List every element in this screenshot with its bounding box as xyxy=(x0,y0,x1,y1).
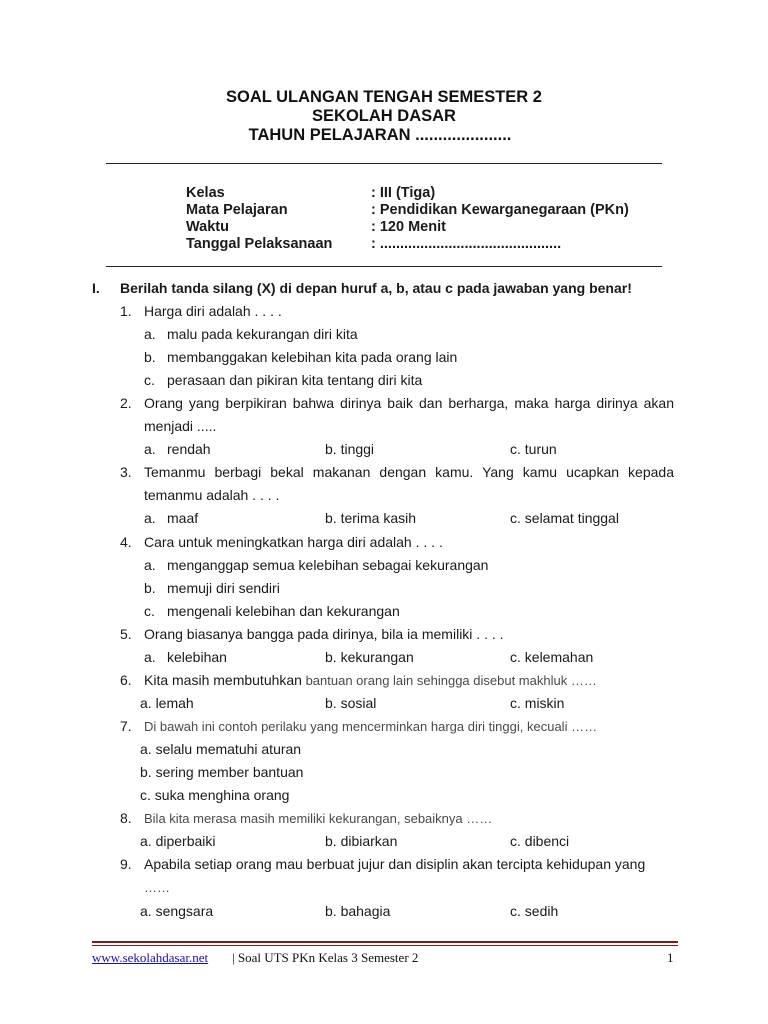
question-text: Di bawah ini contoh perilaku yang mencerminkan harga diri tinggi, kecuali …… xyxy=(144,719,598,734)
question-text-main: Kita masih membutuhkan xyxy=(144,672,302,688)
option-label: c. xyxy=(144,372,155,388)
question-text: Orang biasanya bangga pada dirinya, bila ia memiliki . . . . xyxy=(144,626,504,642)
footer-divider xyxy=(92,941,678,943)
section-number: I. xyxy=(92,280,100,296)
question-text: Temanmu berbagi bekal makanan dengan kamu. Yang kamu ucapkan kepada xyxy=(144,464,674,480)
footer-document-title: | Soal UTS PKn Kelas 3 Semester 2 xyxy=(232,950,419,965)
question-text-continued: menjadi ..... xyxy=(144,418,217,434)
question-number: 5. xyxy=(120,626,132,642)
option-text: b. tinggi xyxy=(325,441,375,457)
question-text: Harga diri adalah . . . . xyxy=(144,303,282,319)
info-value: : 120 Menit xyxy=(371,219,446,235)
question-text: Apabila setiap orang mau berbuat jujur dan disiplin akan tercipta kehidupan yang xyxy=(144,856,646,872)
info-value: : ............................................. xyxy=(371,236,562,252)
option-text: c. sedih xyxy=(510,903,559,919)
footer-website-link[interactable]: www.sekolahdasar.net xyxy=(92,950,209,965)
option-text: c. miskin xyxy=(510,695,565,711)
info-value: : Pendidikan Kewarganegaraan (PKn) xyxy=(371,202,629,218)
option-text: a. diperbaiki xyxy=(140,833,216,849)
option-label: c. xyxy=(144,603,155,619)
option-label: a. xyxy=(144,441,156,457)
info-value: : III (Tiga) xyxy=(371,185,436,201)
option-text: c. dibenci xyxy=(510,833,570,849)
question-text: Orang yang berpikiran bahwa dirinya baik dan berharga, maka harga dirinya akan xyxy=(144,395,674,411)
page-number: 1 xyxy=(667,950,674,965)
option-text: menganggap semua kelebihan sebagai kekurangan xyxy=(167,557,489,573)
option-text: c. suka menghina orang xyxy=(140,787,290,803)
option-text: b. kekurangan xyxy=(325,649,414,665)
option-label: a. xyxy=(144,557,156,573)
option-text: a. lemah xyxy=(140,695,194,711)
option-text: a. sengsara xyxy=(140,903,214,919)
option-text: kelebihan xyxy=(167,649,227,665)
info-label: Tanggal Pelaksanaan xyxy=(186,236,333,252)
option-text: membanggakan kelebihan kita pada orang lain xyxy=(167,349,458,365)
option-text: b. terima kasih xyxy=(325,510,417,526)
question-number: 9. xyxy=(120,856,132,872)
question-text-continued: …… xyxy=(144,880,170,895)
question-text: Bila kita merasa masih memiliki kekurangan, sebaiknya …… xyxy=(144,811,493,826)
question-number: 2. xyxy=(120,395,132,411)
option-text: c. turun xyxy=(510,441,557,457)
question-text-faded: bantuan orang lain sehingga disebut makhluk …… xyxy=(301,673,597,688)
option-text: c. kelemahan xyxy=(510,649,594,665)
option-label: b. xyxy=(144,349,156,365)
option-label: a. xyxy=(144,649,156,665)
school-year: TAHUN PELAJARAN ..................... xyxy=(248,126,512,144)
option-text: b. sering member bantuan xyxy=(140,764,304,780)
info-label: Kelas xyxy=(186,185,225,201)
option-text: b. sosial xyxy=(325,695,377,711)
school-level: SEKOLAH DASAR xyxy=(312,107,456,125)
option-text: a. selalu mematuhi aturan xyxy=(140,741,302,757)
option-text: memuji diri sendiri xyxy=(167,580,280,596)
option-text: c. selamat tinggal xyxy=(510,510,619,526)
question-number: 6. xyxy=(120,672,132,688)
option-text: maaf xyxy=(167,510,199,526)
option-label: b. xyxy=(144,580,156,596)
question-text xyxy=(144,672,597,688)
option-text: mengenali kelebihan dan kekurangan xyxy=(167,603,400,619)
footer-divider-thin xyxy=(92,945,678,946)
header-divider-top xyxy=(106,163,662,164)
option-label: a. xyxy=(144,326,156,342)
question-number: 1. xyxy=(120,303,132,319)
question-number: 8. xyxy=(120,810,132,826)
option-text: malu pada kekurangan diri kita xyxy=(167,326,358,342)
page-title: SOAL ULANGAN TENGAH SEMESTER 2 xyxy=(226,88,542,106)
question-text-continued: temanmu adalah . . . . xyxy=(144,487,280,503)
question-number: 4. xyxy=(120,534,132,550)
option-text: rendah xyxy=(167,441,211,457)
option-text: b. dibiarkan xyxy=(325,833,398,849)
question-text: Cara untuk meningkatkan harga diri adalah . . . . xyxy=(144,534,443,550)
info-label: Mata Pelajaran xyxy=(186,202,288,218)
question-number: 7. xyxy=(120,718,132,734)
header-divider-bottom xyxy=(106,266,662,267)
info-label: Waktu xyxy=(186,219,229,235)
option-label: a. xyxy=(144,510,156,526)
section-instruction: Berilah tanda silang (X) di depan huruf a, b, atau c pada jawaban yang benar! xyxy=(120,280,632,296)
question-number: 3. xyxy=(120,464,132,480)
option-text: perasaan dan pikiran kita tentang diri kita xyxy=(167,372,423,388)
option-text: b. bahagia xyxy=(325,903,391,919)
